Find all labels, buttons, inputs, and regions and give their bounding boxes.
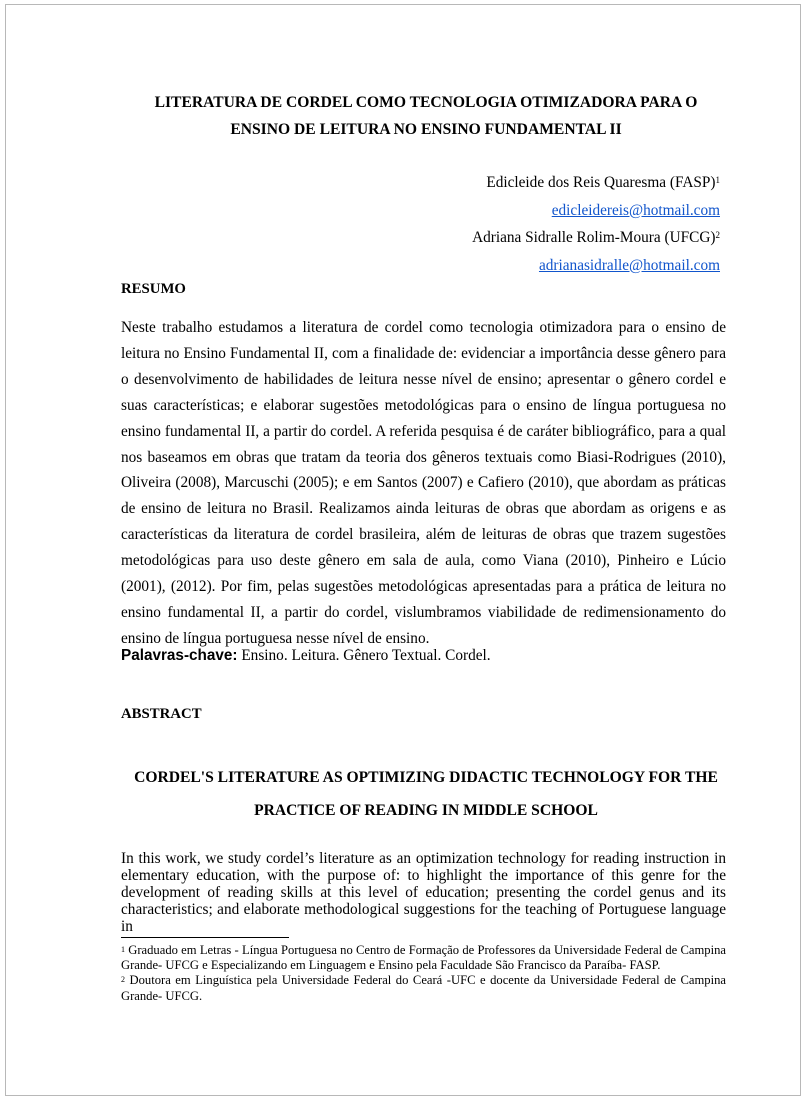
footnote-2: [121, 973, 726, 1003]
author-1-email-link[interactable]: edicleidereis@hotmail.com: [551, 201, 720, 219]
author-2-email-row: [472, 252, 720, 280]
author-1: [472, 169, 720, 197]
paper-title-line-2: ENSINO DE LEITURA NO ENSINO FUNDAMENTAL II: [230, 121, 622, 138]
footnote-separator: [121, 937, 289, 938]
author-2: [472, 224, 720, 252]
document-page: [5, 4, 801, 1096]
keywords-label: Palavras-chave:: [121, 647, 238, 664]
author-1-name: Edicleide dos Reis Quaresma (FASP): [486, 174, 716, 191]
footnote-1-mark: 1: [121, 945, 125, 954]
author-2-email-link[interactable]: adrianasidralle@hotmail.com: [538, 256, 720, 274]
resumo-heading: RESUMO: [121, 281, 186, 297]
keywords-line: [121, 647, 491, 665]
footnote-2-mark: 2: [121, 975, 125, 985]
footnotes: [121, 943, 726, 1004]
footnote-2-text: Doutora em Linguística pela Universidade Federal do Ceará -UFC e docente da Universidade Federal de Campina Grande- UFCG.: [121, 973, 726, 1003]
paper-title-line-1: LITERATURA DE CORDEL COMO TECNOLOGIA OTIMIZADORA PARA O: [154, 94, 698, 111]
abstract-text: In this work, we study cordel’s literature as an optimization technology for reading instruction in elementary education, with the purpose of: to highlight the importance of this genre for the development of reading skills at this level of education; presenting the cordel genus and its characteristics; and elaborate methodological suggestions for the teaching of Portuguese language in: [121, 850, 726, 936]
english-title-line-2: PRACTICE OF READING IN MIDDLE SCHOOL: [254, 802, 598, 819]
english-title: [106, 761, 746, 827]
footnote-1: [121, 943, 726, 973]
author-block: [472, 169, 720, 279]
author-1-email-row: [472, 197, 720, 225]
author-2-name: Adriana Sidralle Rolim-Moura (UFCG): [472, 229, 716, 246]
english-title-line-1: CORDEL'S LITERATURE AS OPTIMIZING DIDACTIC TECHNOLOGY FOR THE: [134, 769, 718, 786]
resumo-text: Neste trabalho estudamos a literatura de cordel como tecnologia otimizadora para o ensino de leitura no Ensino Fundamental II, com a finalidade de: evidenciar a importância desse gênero para o desenvolvimento de habilidades de leitura nesse nível de ensino; apresentar o gênero cordel e suas características; e elaborar sugestões metodológicas para o ensino de língua portuguesa no ensino fundamental II, a partir do cordel. A referida pesquisa é de caráter bibliográfico, para a qual nos baseamos em obras que tratam da teoria dos gêneros textuais como Biasi-Rodrigues (2010), Oliveira (2008), Marcuschi (2005); e em Santos (2007) e Cafiero (2010), que abordam as práticas de ensino de leitura no Brasil. Realizamos ainda leituras de obras que abordam as origens e as características da literatura de cordel brasileira, além de leituras de obras que trazem sugestões metodológicas para uso deste gênero em sala de aula, como Viana (2010), Pinheiro e Lúcio (2001), (2012). Por fim, pelas sugestões metodológicas apresentadas para a prática de leitura no ensino fundamental II, a partir do cordel, vislumbramos viabilidade de redimensionamento do ensino de língua portuguesa nesse nível de ensino.: [121, 319, 726, 647]
keywords-text: Ensino. Leitura. Gênero Textual. Cordel.: [237, 647, 491, 664]
author-2-footnote-mark: 2: [715, 230, 720, 240]
footnote-1-text: Graduado em Letras - Língua Portuguesa no Centro de Formação de Professores da Universidade Federal de Campina Grande- UFCG e Especializando em Linguagem e Ensino pela Faculdade São Francisco da Paraíba- FASP.: [121, 943, 726, 973]
abstract-heading: ABSTRACT: [121, 706, 202, 722]
paper-title: [116, 89, 736, 143]
author-1-footnote-mark: 1: [715, 175, 720, 185]
